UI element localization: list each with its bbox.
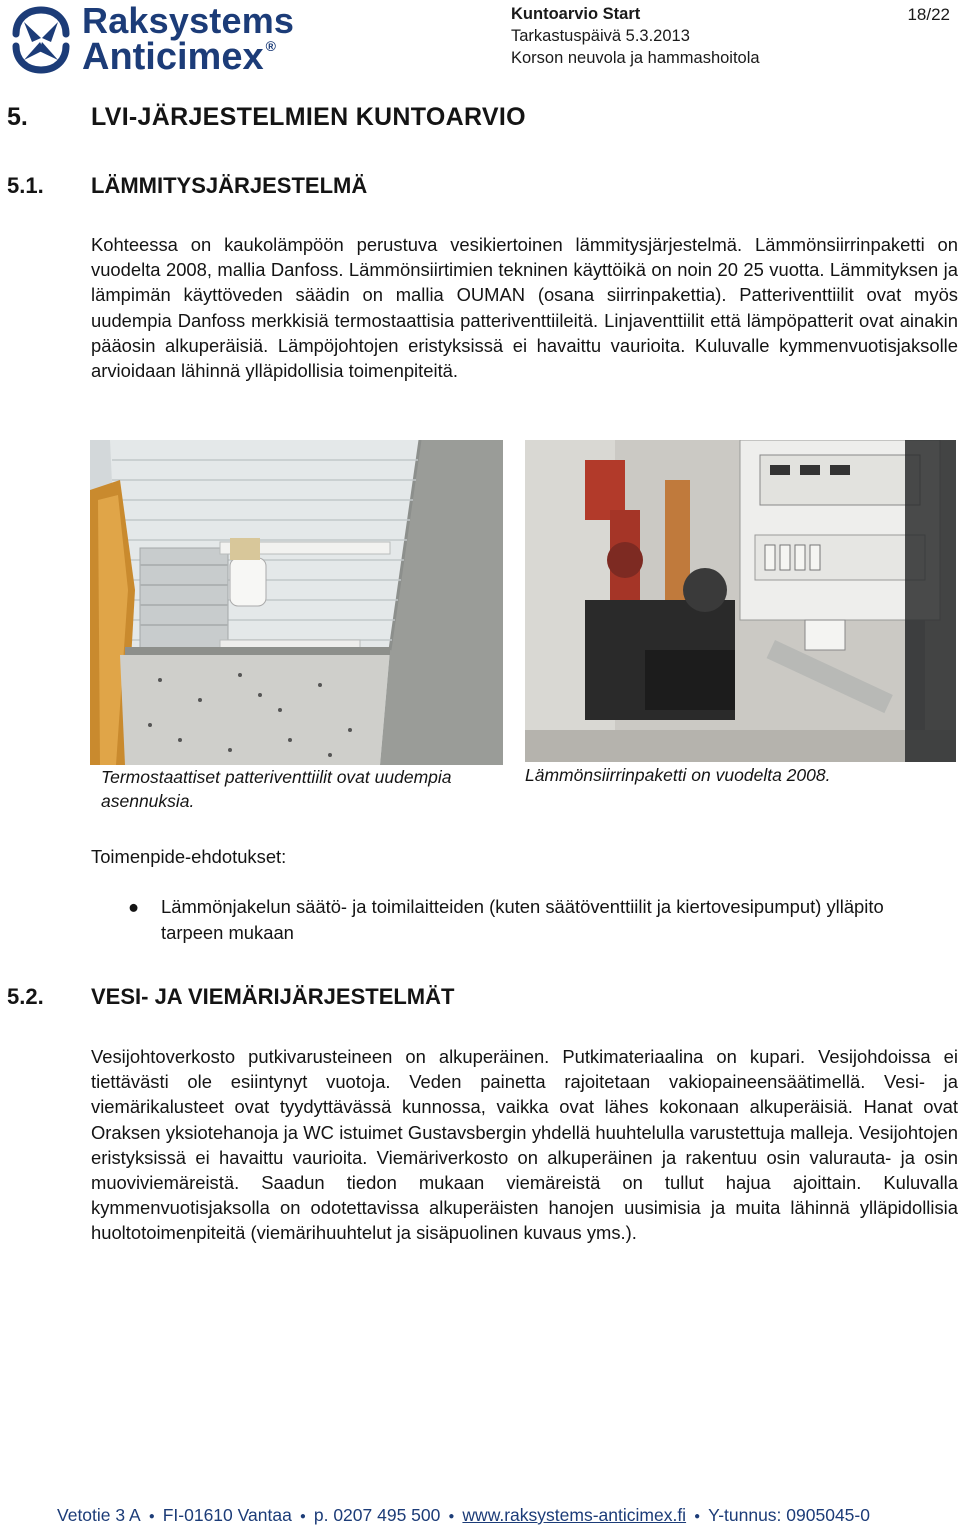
plumbing-system-paragraph: Vesijohtoverkosto putkivarusteineen on alkuperäinen. Putkimateriaalina on kupari. Vesijohdoissa ei tiettävästi ole esiintynyt vuotoja. Veden painetta rajoitetaan vakiopaineensäätimellä. Vesi- ja viemärikalusteet ovat tyydyttävässä kunnossa, vaikka ovat lähes kokonaan alkuperäisiä. Hanat ovat Oraksen yksiotehanoja ja WC istuimet Gustavsbergin yhdellä huuhtelulla varustettuja malleja. Vesijohtojen eristyksissä ei havaittu vaurioita. Viemäriverkosto on alkuperäinen ja rakentuu osin valurauta- ja osin muoviviemäreistä. Saadun tiedon mukaan viemäreistä on tullut hajua ajoittain. Kuluvalla kymmenvuotisjaksolla on odotettavissa alkuperäisten hanojen uusimisia ja muita lähinnä ylläpidollisia huoltotoimenpiteitä (viemärihuuhtelut ja sisäpuolinen kuvaus yms.). [91, 1046, 958, 1244]
heat-exchanger-photo [525, 440, 956, 762]
section-5-1-number: 5.1. [7, 173, 44, 198]
company-logo-icon [6, 4, 76, 76]
registered-mark: ® [265, 38, 276, 54]
footer-address: Vetotie 3 A [57, 1505, 141, 1525]
measure-item: Lämmönjakelun säätö- ja toimilaitteiden (kuten säätöventtiilit ja kiertovesipumput) ylläpito tarpeen mukaan [161, 896, 884, 943]
section-5-2-title: VESI- JA VIEMÄRIJÄRJESTELMÄT [91, 984, 455, 1009]
radiator-photo-caption: Termostaattiset patteriventtiilit ovat uudempia asennuksia. [101, 767, 452, 811]
measures-heading: Toimenpide-ehdotukset: [91, 846, 287, 867]
footer-separator-icon: ● [694, 1511, 701, 1522]
footer-separator-icon: ● [448, 1511, 455, 1522]
section-5-number: 5. [7, 103, 28, 131]
heat-exchanger-photo-caption: Lämmönsiirrinpaketti on vuodelta 2008. [525, 765, 831, 785]
section-5-1-title: LÄMMITYSJÄRJESTELMÄ [91, 173, 368, 198]
logo-wordmark-anticimex [82, 36, 276, 79]
document-title: Kuntoarvio Start [511, 5, 641, 23]
radiator-photo [90, 440, 503, 765]
footer-business-id: Y-tunnus: 0905045-0 [708, 1505, 870, 1525]
footer-separator-icon: ● [299, 1511, 306, 1522]
heating-system-paragraph: Kohteessa on kaukolämpöön perustuva vesikiertoinen lämmitysjärjestelmä. Lämmönsiirrinpaketti on vuodelta 2008, mallia Danfoss. Lämmönsiirtimien tekninen käyttöikä on noin 20 25 vuotta. Lämmityksen ja lämpimän käyttöveden säädin on mallia OUMAN (osana siirrinpakettia). Patteriventtiilit ovat myös uudempia Danfoss merkkisiä termostaattisia patteriventtiileitä. Linjaventtiilit että lämpöpatterit ovat ainakin pääosin alkuperäisiä. Lämpöjohtojen eristyksissä ei havaittu vaurioita. Kuluvalle kymmenvuotisjaksolle arvioidaan lähinnä ylläpidollisia toimenpiteitä. [91, 234, 958, 382]
logo-wordmark-raksystems: Raksystems [82, 0, 295, 41]
bullet-icon: ● [128, 896, 140, 917]
logo-wordmark-anticimex-text: Anticimex [82, 36, 264, 78]
section-5-2-number: 5.2. [7, 984, 44, 1009]
inspection-date: Tarkastuspäivä 5.3.2013 [511, 27, 690, 45]
footer-postal: FI-01610 Vantaa [162, 1505, 292, 1525]
footer [57, 1505, 870, 1526]
section-5-title: LVI-JÄRJESTELMIEN KUNTOARVIO [91, 103, 526, 131]
footer-website-link[interactable]: www.raksystems-anticimex.fi [462, 1505, 687, 1525]
footer-separator-icon: ● [148, 1511, 155, 1522]
site-name: Korson neuvola ja hammashoitola [511, 49, 760, 67]
page-number: 18/22 [907, 5, 950, 24]
footer-phone: p. 0207 495 500 [313, 1505, 441, 1525]
